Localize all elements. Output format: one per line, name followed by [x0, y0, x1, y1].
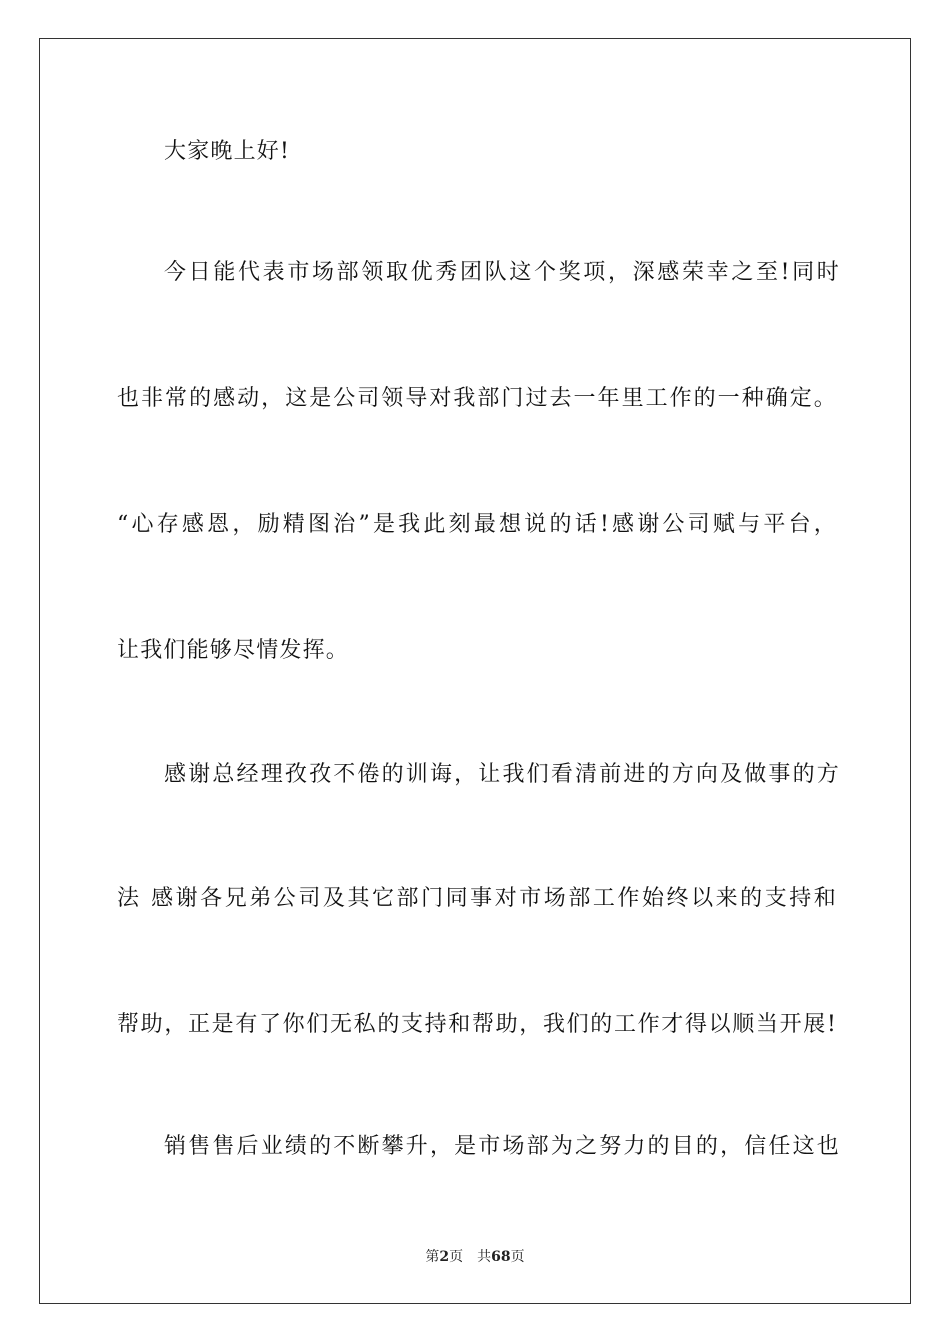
footer-total-pages: 68	[491, 1249, 511, 1265]
text-line-5: 让我们能够尽情发挥。	[117, 638, 350, 663]
text-line-6: 感谢总经理孜孜不倦的训诲，让我们看清前进的方向及做事的方	[164, 762, 840, 787]
text-line-4: “心存感恩，励精图治”是我此刻最想说的话!感谢公司赋与平台，	[117, 512, 837, 537]
text-line-8: 帮助，正是有了你们无私的支持和帮助，我们的工作才得以顺当开展!	[117, 1012, 837, 1037]
footer-page-suffix: 页	[449, 1249, 464, 1265]
text-line-7: 法 感谢各兄弟公司及其它部门同事对市场部工作始终以来的支持和	[117, 886, 837, 911]
text-line-1: 大家晚上好!	[164, 139, 291, 164]
footer-total-suffix: 页	[510, 1249, 525, 1265]
footer-page-prefix: 第	[425, 1249, 440, 1265]
footer-total-prefix: 共	[477, 1249, 492, 1265]
page-border	[39, 38, 911, 1304]
text-line-9: 销售售后业绩的不断攀升，是市场部为之努力的目的，信任这也	[164, 1134, 840, 1159]
text-line-3: 也非常的感动，这是公司领导对我部门过去一年里工作的一种确定。	[117, 386, 837, 411]
text-line-2: 今日能代表市场部领取优秀团队这个奖项，深感荣幸之至!同时	[164, 260, 840, 285]
footer-page-number: 2	[439, 1249, 450, 1265]
page-footer	[0, 1248, 950, 1266]
